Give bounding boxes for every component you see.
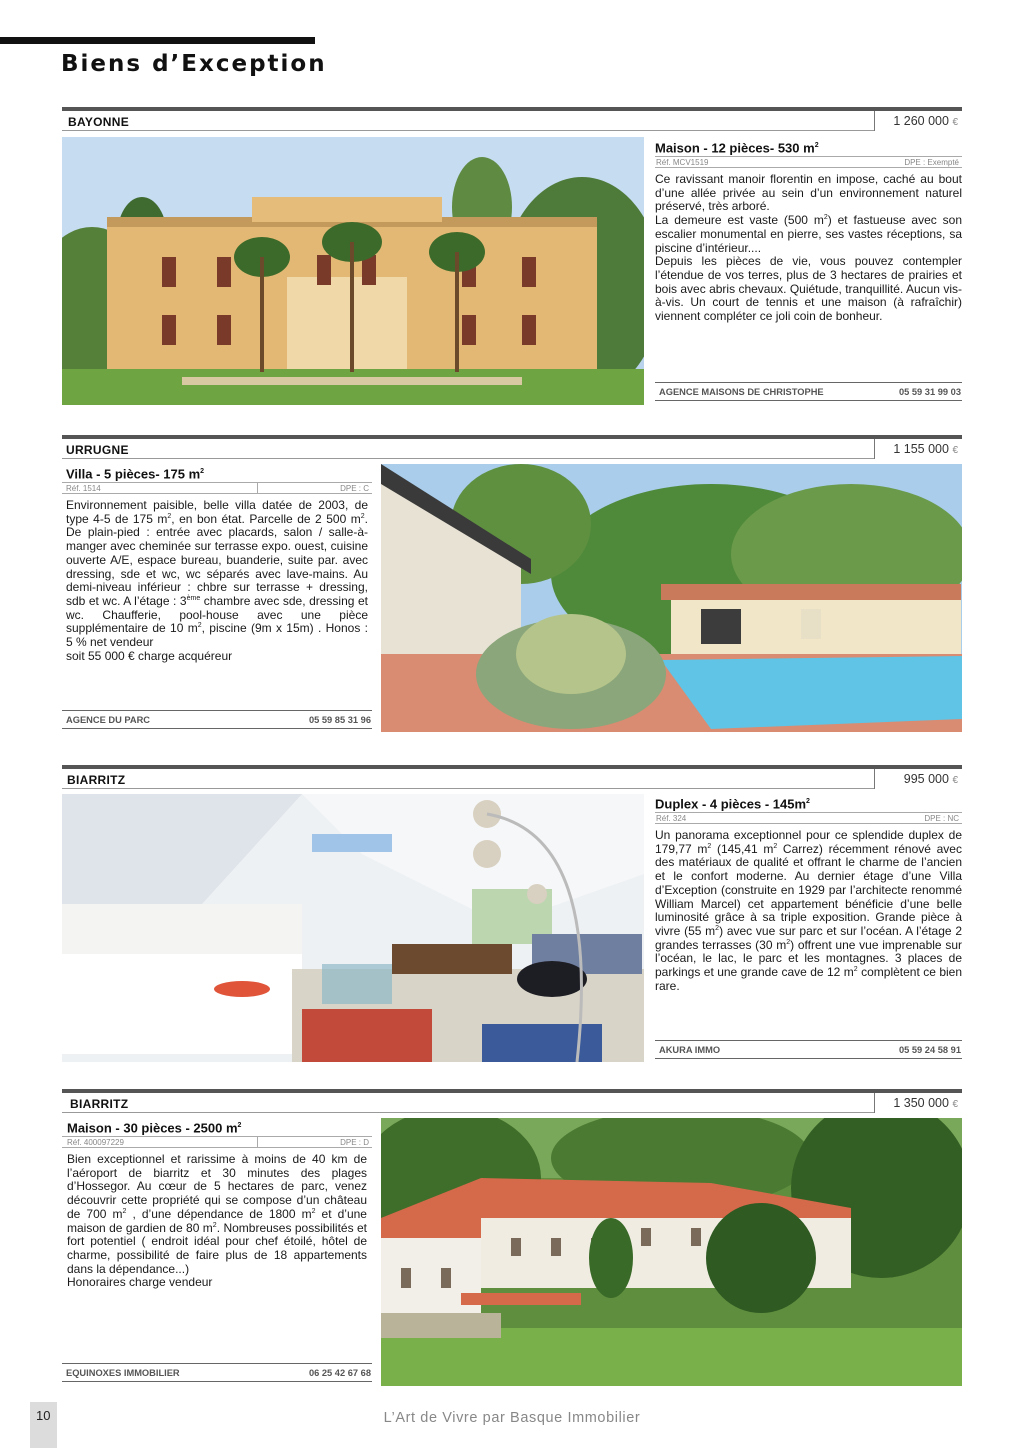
desc-text: complètent ce bien rare.	[655, 965, 963, 993]
desc-text: et d’une maison de gardien de 80 m	[67, 1206, 367, 1235]
desc-text: Un panorama exceptionnel pour ce splendide duplex de 179,77 m	[655, 828, 962, 856]
price-value: 1 155 000	[893, 442, 949, 456]
reference-number: Réf. MCV1519	[656, 158, 709, 167]
agency-name: AGENCE MAISONS DE CHRISTOPHE	[659, 387, 824, 397]
property-title	[655, 792, 962, 812]
listing-header-bar	[62, 107, 962, 111]
currency-symbol: €	[952, 117, 958, 128]
agency-phone: 05 59 24 58 91	[898, 1045, 961, 1055]
listing-city: BIARRITZ	[70, 1097, 129, 1111]
property-description	[655, 829, 962, 993]
price-value: 1 350 000	[893, 1096, 949, 1110]
dpe-rating: DPE : D	[340, 1138, 369, 1147]
agency-name: AKURA IMMO	[659, 1045, 721, 1055]
listing-price	[874, 111, 962, 131]
listing-info	[62, 462, 372, 663]
desc-text: . De plain-pied : entrée avec placards, salon / salle-à-manger avec cheminée sur terrasse expo. ouest, cuisine ouverte A/E, espace bureau, buanderie, suite par. avec dressing, sde et wc, wc séparés avec lave-mains. Au demi-niveau inférieur : chbre sur terrasse + dressing, sdb et wc. A l’étage : 3	[66, 511, 368, 608]
listing-price	[874, 439, 962, 459]
ref-row	[655, 812, 962, 824]
desc-text: La demeure est vaste (500 m	[655, 213, 824, 228]
agency-phone: 06 25 42 67 68	[308, 1368, 371, 1378]
listing-city: URRUGNE	[66, 443, 129, 457]
desc-text: (145,41 m	[711, 841, 774, 856]
superscript: 2	[311, 1207, 316, 1215]
property-photo	[62, 794, 644, 1062]
desc-text: Carrez) récemment rénové avec des matériaux de qualité et offrant le charme de l’ancien et le confort moderne. Au dernier étage d’une Villa d’Exception (construite en 1929 par l’architecte renommé William Marcel) cet appartement bénéficie d’une belle luminosité grâce à sa triple exposition. Grande pièce à vivre (55 m	[655, 841, 962, 938]
superscript: 2	[707, 842, 712, 850]
listing-urrugne	[62, 435, 962, 735]
superscript: 2	[167, 512, 172, 520]
listing-city: BIARRITZ	[67, 773, 126, 787]
listing-info	[655, 792, 962, 993]
listing-bayonne	[62, 107, 962, 407]
agency-row	[655, 382, 962, 401]
header-underline	[62, 1112, 874, 1113]
listing-city: BAYONNE	[68, 115, 130, 129]
desc-text: ) avec vue sur parc et sur l’océan. A l’étage 2 grandes terrasses (30 m	[655, 923, 962, 952]
desc-text: Honoraires charge vendeur	[67, 1275, 213, 1290]
dpe-rating: DPE : Exempté	[904, 158, 959, 167]
desc-text: Ce ravissant manoir florentin en impose, caché au bout d’une allée privée au sein d’un environnement naturel préservé, très arboré.	[655, 172, 962, 214]
listing-info	[655, 136, 962, 324]
superscript: 2	[773, 842, 778, 850]
agency-row	[62, 710, 372, 729]
desc-text: , d’une dépendance de 1800 m	[126, 1206, 312, 1221]
dpe-rating: DPE : C	[340, 484, 369, 493]
footer-tagline: L’Art de Vivre par Basque Immobilier	[383, 1410, 641, 1426]
property-title	[655, 136, 962, 156]
agency-phone: 05 59 85 31 96	[308, 715, 371, 725]
listing-header-bar	[62, 435, 962, 439]
property-photo	[62, 137, 644, 405]
listing-biarritz-duplex	[62, 765, 962, 1065]
superscript: 2	[786, 938, 791, 946]
agency-row	[62, 1363, 372, 1382]
superscript: 2	[237, 1122, 242, 1129]
agency-name: EQUINOXES IMMOBILIER	[66, 1368, 180, 1378]
ref-divider	[257, 1137, 258, 1147]
property-description	[655, 173, 962, 324]
superscript: 2	[814, 142, 819, 149]
ref-row	[655, 156, 962, 168]
desc-text: , en bon état. Parcelle de 2 500 m	[171, 511, 361, 526]
currency-symbol: €	[952, 775, 958, 786]
property-title	[62, 1116, 372, 1136]
desc-text: soit 55 000 € charge acquéreur	[66, 648, 233, 663]
listing-header-bar	[62, 765, 962, 769]
price-value: 1 260 000	[893, 114, 949, 128]
reference-number: Réf. 400097229	[67, 1138, 124, 1147]
ref-divider	[257, 483, 258, 493]
superscript: 2	[360, 512, 365, 520]
desc-text: Bien exceptionnel et rarissime à moins de 40 km de l’aéroport de biarritz et 30 minutes des plages d’Hossegor. Au cœur de 5 hectares de parc, venez découvrir cette propriété qui se compose d’un château de 700 m	[67, 1152, 367, 1221]
superscript: 2	[200, 468, 205, 475]
dpe-rating: DPE : NC	[924, 814, 959, 823]
reference-number: Réf. 324	[656, 814, 687, 823]
superscript: 2	[212, 1221, 217, 1229]
listing-price	[874, 769, 962, 789]
property-title	[62, 462, 372, 482]
listing-info	[62, 1116, 372, 1290]
agency-row	[655, 1040, 962, 1059]
title-text: Maison - 12 pièces- 530 m	[655, 140, 815, 156]
agency-name: AGENCE DU PARC	[66, 715, 151, 725]
desc-text: , piscine (9m x 15m) . Honos : 5 % net vendeur	[66, 621, 368, 650]
page-title: Biens d’Exception	[61, 51, 327, 77]
superscript: 2	[197, 622, 202, 630]
listing-biarritz-maison	[62, 1089, 962, 1389]
desc-text: Depuis les pièces de vie, vous pouvez contempler l’étendue de vos terres, plus de 3 hectares de prairies et bois avec abris chevaux. Quiétude, tranquillité. Aucun vis-à-vis. Un court de tennis et une maison (à rafraîchir) viennent compléter ce joli coin de bonheur.	[655, 254, 962, 324]
listing-header-bar	[62, 1089, 962, 1093]
superscript: 2	[715, 924, 720, 932]
header-rule	[0, 37, 315, 44]
title-text: Duplex - 4 pièces - 145m	[655, 796, 807, 812]
desc-text: chambre avec sde, dressing et wc. Chaufferie, pool-house avec une pièce supplémentaire de 10 m	[66, 593, 368, 636]
header-underline	[62, 458, 874, 459]
ref-row	[62, 482, 372, 494]
superscript: ème	[186, 594, 201, 602]
desc-text: Environnement paisible, belle villa datée de 2003, de type 4-5 de 175 m	[66, 498, 368, 526]
property-photo	[381, 1118, 962, 1386]
listing-price	[874, 1093, 962, 1113]
property-photo	[381, 464, 962, 732]
header-underline	[62, 788, 874, 789]
superscript: 2	[122, 1207, 127, 1215]
page-number: 10	[36, 1408, 51, 1423]
desc-text: . Nombreuses possibilités et fort potentiel ( endroit idéal pour chef étoilé, hôtel de charme, possibilité de faire plus de 18 appartements dans la dépendance...)	[67, 1220, 367, 1276]
property-description	[62, 1153, 372, 1290]
superscript: 2	[853, 966, 858, 974]
ref-row	[62, 1136, 372, 1148]
currency-symbol: €	[952, 1099, 958, 1110]
currency-symbol: €	[952, 445, 958, 456]
desc-text: ) offrent une vue imprenable sur l’océan, le lac, le parc et les montagnes. 3 places de parkings et une grande cave de 12 m	[655, 937, 963, 980]
reference-number: Réf. 1514	[66, 484, 101, 493]
header-underline	[62, 130, 874, 131]
desc-text: ) et fastueuse avec son escalier monumental en pierre, ses vastes réceptions, sa piscine d’intérieur....	[655, 213, 962, 255]
superscript: 2	[823, 214, 828, 222]
property-description	[62, 499, 372, 663]
superscript: 2	[806, 798, 810, 805]
title-text: Maison - 30 pièces - 2500 m	[67, 1120, 238, 1136]
price-value: 995 000	[903, 772, 949, 786]
title-text: Villa - 5 pièces- 175 m	[66, 466, 201, 482]
agency-phone: 05 59 31 99 03	[898, 387, 961, 397]
